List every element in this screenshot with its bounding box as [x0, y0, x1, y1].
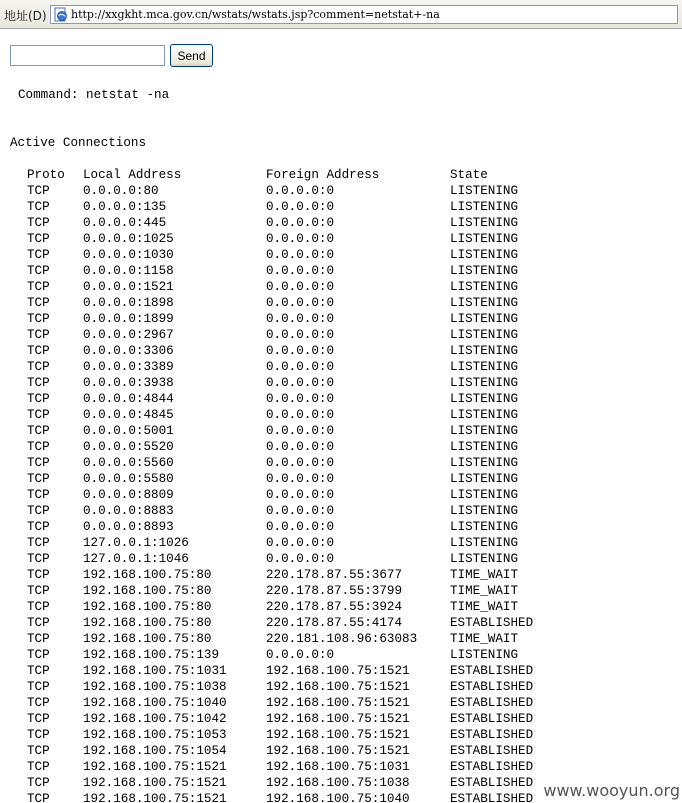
cell-proto: TCP [27, 568, 50, 582]
cell-local-address: 192.168.100.75:1040 [83, 696, 227, 710]
command-line: Command: netstat -na [18, 88, 170, 102]
cell-local-address: 0.0.0.0:5001 [83, 424, 174, 438]
cell-foreign-address: 192.168.100.75:1521 [266, 680, 410, 694]
table-row [0, 663, 682, 679]
cell-foreign-address: 0.0.0.0:0 [266, 408, 335, 422]
cell-foreign-address: 0.0.0.0:0 [266, 296, 335, 310]
cell-proto: TCP [27, 200, 50, 214]
table-row [0, 615, 682, 631]
cell-state: LISTENING [450, 504, 519, 518]
cell-proto: TCP [27, 504, 50, 518]
cell-local-address: 192.168.100.75:80 [83, 600, 212, 614]
cell-proto: TCP [27, 392, 50, 406]
cell-local-address: 192.168.100.75:1031 [83, 664, 227, 678]
cell-state: LISTENING [450, 648, 519, 662]
cell-foreign-address: 192.168.100.75:1031 [266, 760, 410, 774]
cell-foreign-address: 0.0.0.0:0 [266, 344, 335, 358]
cell-foreign-address: 0.0.0.0:0 [266, 328, 335, 342]
cell-foreign-address: 192.168.100.75:1521 [266, 664, 410, 678]
cell-state: ESTABLISHED [450, 680, 534, 694]
cell-local-address: 0.0.0.0:445 [83, 216, 167, 230]
header-local-address: Local Address [83, 168, 182, 182]
address-label: 地址(D) [4, 9, 47, 23]
table-row [0, 295, 682, 311]
cell-local-address: 192.168.100.75:139 [83, 648, 220, 662]
cell-state: LISTENING [450, 200, 519, 214]
table-row [0, 583, 682, 599]
table-row [0, 743, 682, 759]
cell-foreign-address: 0.0.0.0:0 [266, 248, 335, 262]
cell-local-address: 192.168.100.75:80 [83, 584, 212, 598]
cell-proto: TCP [27, 536, 50, 550]
table-row [0, 503, 682, 519]
cell-state: LISTENING [450, 408, 519, 422]
cell-foreign-address: 0.0.0.0:0 [266, 312, 335, 326]
cell-proto: TCP [27, 584, 50, 598]
table-row [0, 231, 682, 247]
cell-proto: TCP [27, 376, 50, 390]
cell-foreign-address: 192.168.100.75:1521 [266, 728, 410, 742]
cell-state: LISTENING [450, 424, 519, 438]
cell-local-address: 0.0.0.0:8893 [83, 520, 174, 534]
cell-local-address: 192.168.100.75:1521 [83, 760, 227, 774]
table-row [0, 471, 682, 487]
cell-foreign-address: 0.0.0.0:0 [266, 424, 335, 438]
cell-local-address: 127.0.0.1:1026 [83, 536, 189, 550]
cell-local-address: 192.168.100.75:1054 [83, 744, 227, 758]
address-bar [0, 0, 682, 29]
cell-state: LISTENING [450, 440, 519, 454]
table-row [0, 439, 682, 455]
cell-foreign-address: 220.178.87.55:3799 [266, 584, 403, 598]
table-row [0, 567, 682, 583]
cell-foreign-address: 0.0.0.0:0 [266, 472, 335, 486]
cell-foreign-address: 192.168.100.75:1038 [266, 776, 410, 790]
cell-proto: TCP [27, 408, 50, 422]
table-row [0, 759, 682, 775]
table-row [0, 711, 682, 727]
cell-local-address: 0.0.0.0:135 [83, 200, 167, 214]
cell-proto: TCP [27, 792, 50, 803]
table-row [0, 535, 682, 551]
cell-foreign-address: 0.0.0.0:0 [266, 520, 335, 534]
cell-local-address: 0.0.0.0:4845 [83, 408, 174, 422]
cell-proto: TCP [27, 216, 50, 230]
cell-proto: TCP [27, 600, 50, 614]
table-row [0, 215, 682, 231]
table-row [0, 487, 682, 503]
table-row [0, 391, 682, 407]
cell-proto: TCP [27, 680, 50, 694]
table-row [0, 551, 682, 567]
cell-foreign-address: 192.168.100.75:1040 [266, 792, 410, 803]
cell-local-address: 0.0.0.0:8809 [83, 488, 174, 502]
cell-foreign-address: 220.178.87.55:3677 [266, 568, 403, 582]
cell-foreign-address: 0.0.0.0:0 [266, 360, 335, 374]
cell-state: LISTENING [450, 264, 519, 278]
cell-state: ESTABLISHED [450, 744, 534, 758]
cell-foreign-address: 220.178.87.55:3924 [266, 600, 403, 614]
cell-local-address: 192.168.100.75:80 [83, 616, 212, 630]
cell-proto: TCP [27, 696, 50, 710]
table-row [0, 311, 682, 327]
cell-state: LISTENING [450, 248, 519, 262]
cell-proto: TCP [27, 248, 50, 262]
cell-proto: TCP [27, 472, 50, 486]
cell-proto: TCP [27, 488, 50, 502]
cell-local-address: 0.0.0.0:3938 [83, 376, 174, 390]
section-title: Active Connections [10, 136, 147, 150]
cell-foreign-address: 0.0.0.0:0 [266, 648, 335, 662]
table-row [0, 279, 682, 295]
cell-proto: TCP [27, 328, 50, 342]
cell-state: LISTENING [450, 376, 519, 390]
command-input[interactable] [10, 45, 165, 66]
address-url[interactable]: http://xxgkht.mca.gov.cn/wstats/wstats.jsp?comment=netstat+-na [71, 8, 440, 21]
cell-proto: TCP [27, 184, 50, 198]
cell-proto: TCP [27, 632, 50, 646]
cell-foreign-address: 192.168.100.75:1521 [266, 744, 410, 758]
cell-proto: TCP [27, 728, 50, 742]
cell-local-address: 0.0.0.0:1899 [83, 312, 174, 326]
cell-state: LISTENING [450, 232, 519, 246]
cell-state: TIME_WAIT [450, 600, 519, 614]
table-row [0, 455, 682, 471]
table-row [0, 679, 682, 695]
cell-proto: TCP [27, 712, 50, 726]
cell-state: LISTENING [450, 488, 519, 502]
cell-state: LISTENING [450, 344, 519, 358]
cell-foreign-address: 0.0.0.0:0 [266, 264, 335, 278]
cell-proto: TCP [27, 520, 50, 534]
cell-state: TIME_WAIT [450, 568, 519, 582]
cell-state: LISTENING [450, 456, 519, 470]
cell-proto: TCP [27, 232, 50, 246]
cell-proto: TCP [27, 424, 50, 438]
cell-foreign-address: 0.0.0.0:0 [266, 280, 335, 294]
cell-local-address: 127.0.0.1:1046 [83, 552, 189, 566]
table-row [0, 695, 682, 711]
table-row [0, 359, 682, 375]
cell-foreign-address: 0.0.0.0:0 [266, 216, 335, 230]
cell-proto: TCP [27, 296, 50, 310]
cell-foreign-address: 220.178.87.55:4174 [266, 616, 403, 630]
table-row [0, 631, 682, 647]
table-row [0, 407, 682, 423]
cell-local-address: 192.168.100.75:1038 [83, 680, 227, 694]
cell-local-address: 0.0.0.0:5580 [83, 472, 174, 486]
cell-foreign-address: 0.0.0.0:0 [266, 536, 335, 550]
cell-state: ESTABLISHED [450, 616, 534, 630]
cell-foreign-address: 220.181.108.96:63083 [266, 632, 418, 646]
cell-local-address: 192.168.100.75:1521 [83, 792, 227, 803]
cell-foreign-address: 192.168.100.75:1521 [266, 712, 410, 726]
table-row [0, 343, 682, 359]
cell-local-address: 0.0.0.0:8883 [83, 504, 174, 518]
cell-state: TIME_WAIT [450, 584, 519, 598]
cell-state: ESTABLISHED [450, 776, 534, 790]
cell-foreign-address: 0.0.0.0:0 [266, 200, 335, 214]
cell-local-address: 0.0.0.0:1521 [83, 280, 174, 294]
cell-foreign-address: 0.0.0.0:0 [266, 232, 335, 246]
cell-state: ESTABLISHED [450, 712, 534, 726]
table-row [0, 519, 682, 535]
cell-state: ESTABLISHED [450, 792, 534, 803]
cell-foreign-address: 0.0.0.0:0 [266, 488, 335, 502]
table-header [0, 167, 682, 183]
cell-local-address: 192.168.100.75:80 [83, 632, 212, 646]
cell-state: ESTABLISHED [450, 664, 534, 678]
cell-local-address: 0.0.0.0:4844 [83, 392, 174, 406]
cell-proto: TCP [27, 760, 50, 774]
cell-proto: TCP [27, 344, 50, 358]
cell-local-address: 0.0.0.0:3306 [83, 344, 174, 358]
page-icon [53, 7, 68, 22]
cell-state: LISTENING [450, 216, 519, 230]
table-row [0, 727, 682, 743]
table-row [0, 647, 682, 663]
cell-state: LISTENING [450, 360, 519, 374]
cell-state: LISTENING [450, 312, 519, 326]
table-row [0, 327, 682, 343]
cell-state: LISTENING [450, 472, 519, 486]
cell-state: ESTABLISHED [450, 760, 534, 774]
cell-local-address: 192.168.100.75:1053 [83, 728, 227, 742]
cell-state: LISTENING [450, 280, 519, 294]
cell-proto: TCP [27, 616, 50, 630]
send-button[interactable]: Send [170, 44, 213, 67]
header-state: State [450, 168, 488, 182]
cell-proto: TCP [27, 312, 50, 326]
table-row [0, 599, 682, 615]
cell-state: ESTABLISHED [450, 696, 534, 710]
cell-proto: TCP [27, 664, 50, 678]
cell-state: TIME_WAIT [450, 632, 519, 646]
cell-proto: TCP [27, 648, 50, 662]
table-row [0, 199, 682, 215]
cell-foreign-address: 0.0.0.0:0 [266, 184, 335, 198]
cell-foreign-address: 0.0.0.0:0 [266, 456, 335, 470]
cell-local-address: 0.0.0.0:1025 [83, 232, 174, 246]
cell-state: LISTENING [450, 184, 519, 198]
page-content [0, 29, 682, 803]
cell-local-address: 0.0.0.0:5520 [83, 440, 174, 454]
cell-state: LISTENING [450, 296, 519, 310]
cell-state: ESTABLISHED [450, 728, 534, 742]
cell-foreign-address: 0.0.0.0:0 [266, 376, 335, 390]
cell-proto: TCP [27, 280, 50, 294]
cell-state: LISTENING [450, 536, 519, 550]
cell-proto: TCP [27, 440, 50, 454]
cell-local-address: 192.168.100.75:80 [83, 568, 212, 582]
cell-proto: TCP [27, 456, 50, 470]
cell-local-address: 192.168.100.75:1042 [83, 712, 227, 726]
table-row [0, 423, 682, 439]
cell-proto: TCP [27, 552, 50, 566]
cell-state: LISTENING [450, 392, 519, 406]
cell-local-address: 0.0.0.0:1158 [83, 264, 174, 278]
cell-local-address: 0.0.0.0:3389 [83, 360, 174, 374]
cell-local-address: 0.0.0.0:80 [83, 184, 159, 198]
table-row [0, 263, 682, 279]
cell-local-address: 0.0.0.0:1030 [83, 248, 174, 262]
address-field[interactable] [50, 5, 678, 24]
cell-proto: TCP [27, 776, 50, 790]
cell-foreign-address: 0.0.0.0:0 [266, 504, 335, 518]
header-proto: Proto [27, 168, 65, 182]
watermark: www.wooyun.org [542, 779, 682, 803]
cell-state: LISTENING [450, 328, 519, 342]
cell-local-address: 0.0.0.0:5560 [83, 456, 174, 470]
cell-proto: TCP [27, 264, 50, 278]
cell-local-address: 192.168.100.75:1521 [83, 776, 227, 790]
cell-state: LISTENING [450, 552, 519, 566]
cell-foreign-address: 192.168.100.75:1521 [266, 696, 410, 710]
cell-state: LISTENING [450, 520, 519, 534]
table-row [0, 247, 682, 263]
header-foreign-address: Foreign Address [266, 168, 380, 182]
table-row [0, 375, 682, 391]
table-row [0, 183, 682, 199]
cell-local-address: 0.0.0.0:2967 [83, 328, 174, 342]
cell-foreign-address: 0.0.0.0:0 [266, 392, 335, 406]
cell-foreign-address: 0.0.0.0:0 [266, 440, 335, 454]
cell-proto: TCP [27, 744, 50, 758]
cell-local-address: 0.0.0.0:1898 [83, 296, 174, 310]
cell-foreign-address: 0.0.0.0:0 [266, 552, 335, 566]
cell-proto: TCP [27, 360, 50, 374]
